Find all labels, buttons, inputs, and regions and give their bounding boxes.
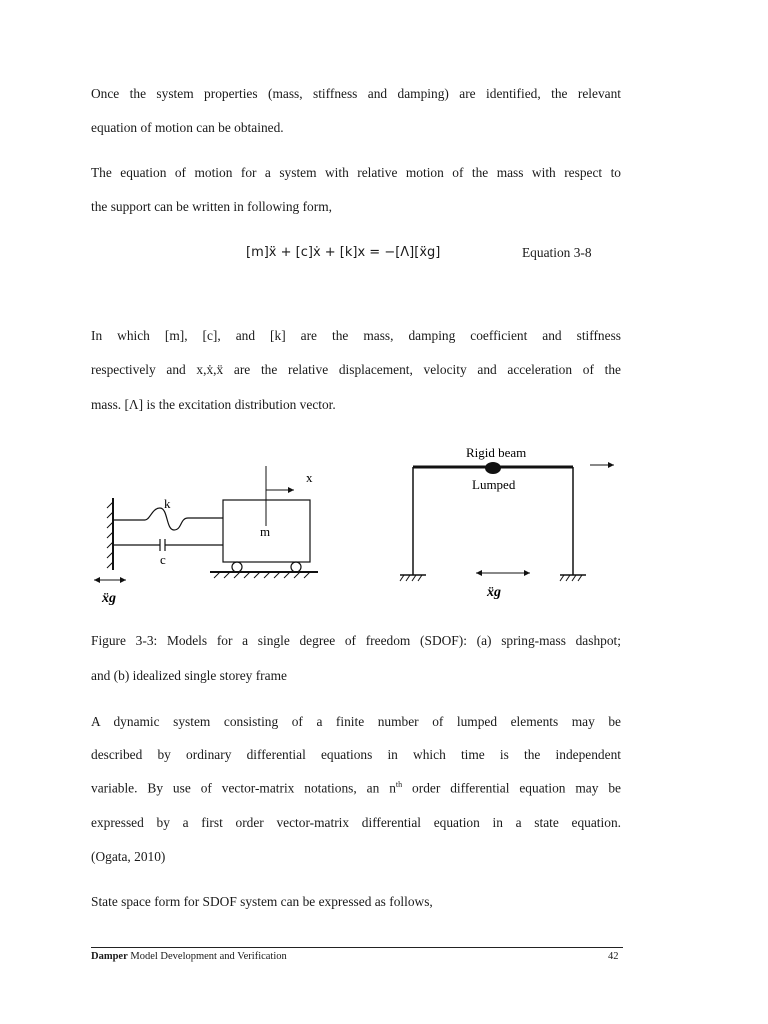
support-hatching — [560, 575, 582, 581]
body-text-line: Once the system properties (mass, stiffness and damping) are identified, the relevant — [91, 86, 621, 101]
wheel — [232, 562, 242, 572]
body-text-line: In which [m], [c], and [k] are the mass, damping coefficient and stiffness — [91, 328, 621, 343]
body-text-line: The equation of motion for a system with relative motion of the mass with respect to — [91, 165, 621, 180]
body-text-line: respectively and x,ẋ,ẍ are the relative displacement, velocity and acceleration of the — [91, 362, 621, 377]
spring — [113, 508, 223, 530]
single-storey-frame-model — [400, 445, 614, 600]
superscript: th — [395, 780, 403, 789]
footer-title-bold: Damper — [91, 951, 128, 962]
equation-label: Equation 3-8 — [522, 245, 592, 260]
support-hatching — [400, 575, 422, 581]
text-segment: order differential equation may be — [402, 780, 621, 796]
lumped-label: Lumped — [472, 477, 516, 492]
spring-mass-dashpot-model — [94, 466, 318, 606]
spring-label: k — [164, 496, 171, 511]
footer-rule — [91, 947, 623, 948]
arrow-head — [524, 570, 530, 576]
ground-accel-label: ẍg — [102, 591, 116, 606]
arrow-head — [476, 570, 482, 576]
mass-label: m — [260, 524, 271, 539]
arrow-head — [608, 462, 614, 468]
page-number: 42 — [608, 951, 619, 962]
footer-title-rest: Model Development and Verification — [127, 951, 287, 962]
sdof-models-figure — [80, 430, 640, 610]
arrow-head — [94, 577, 100, 583]
body-text-line: described by ordinary differential equations in which time is the independent — [91, 747, 621, 762]
body-text-line: State space form for SDOF system can be expressed as follows, — [91, 894, 433, 909]
arrow-head — [288, 487, 294, 493]
text-segment: variable. By use of vector-matrix notations, an n — [91, 780, 396, 796]
body-text-line: mass. [Λ] is the excitation distribution vector. — [91, 397, 336, 412]
damper-label: c — [160, 552, 166, 567]
footer-title — [91, 951, 287, 962]
beam-label: Rigid beam — [466, 445, 527, 460]
body-text-line: A dynamic system consisting of a finite number of lumped elements may be — [91, 714, 621, 729]
equation-3-8: [m]ẍ + [c]ẋ + [k]x = −[Λ][ẍg] — [246, 245, 441, 260]
arrow-head — [120, 577, 126, 583]
figure-caption-line: Figure 3-3: Models for a single degree of freedom (SDOF): (a) spring-mass dashpot; — [91, 633, 621, 648]
dashpot — [113, 539, 223, 551]
body-text-line — [91, 780, 621, 796]
body-text-line: (Ogata, 2010) — [91, 849, 166, 864]
ground-accel-label: ẍg — [487, 585, 501, 600]
figure-caption-line: and (b) idealized single storey frame — [91, 668, 287, 683]
body-text-line: equation of motion can be obtained. — [91, 120, 284, 135]
lumped-mass — [485, 462, 501, 474]
body-text-line: expressed by a first order vector-matrix differential equation in a state equation. — [91, 815, 621, 830]
wheel — [291, 562, 301, 572]
displacement-label: x — [306, 470, 313, 485]
body-text-line: the support can be written in following form, — [91, 199, 332, 214]
